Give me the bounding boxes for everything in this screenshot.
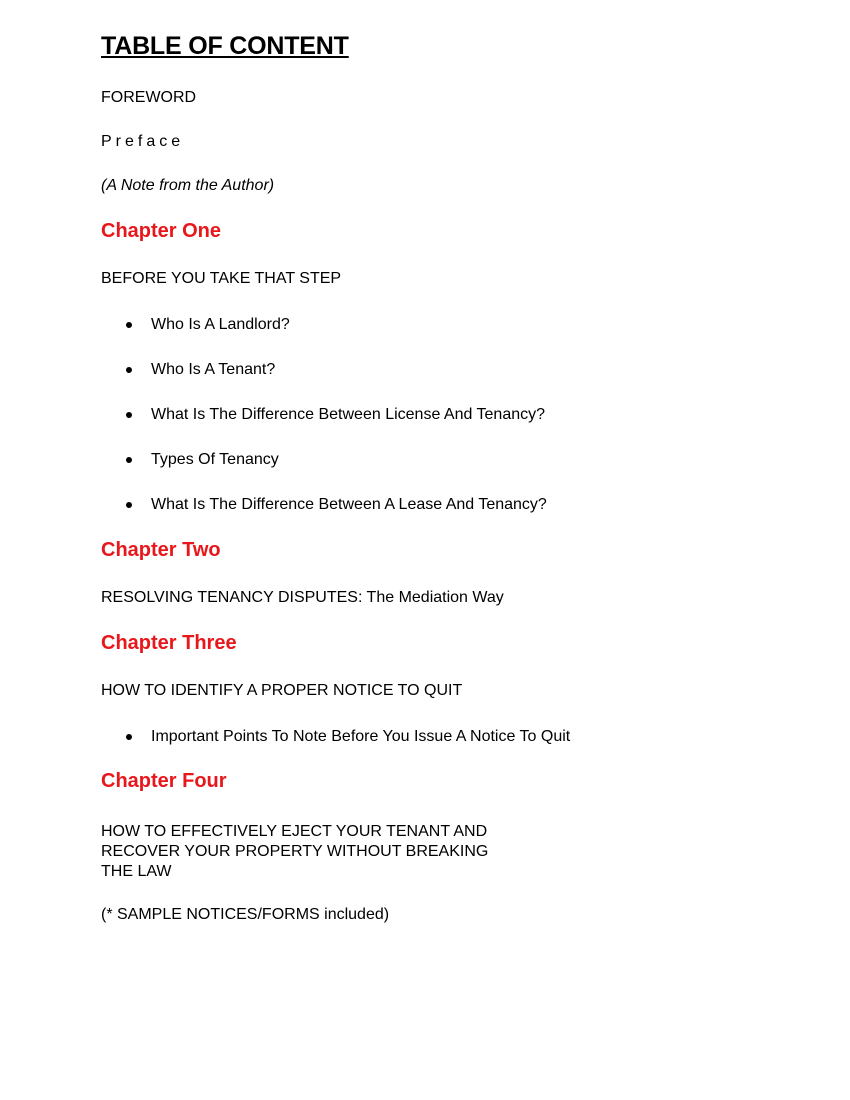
- chapter-three-heading: Chapter Three: [101, 632, 237, 654]
- chapter-one-heading: Chapter One: [101, 220, 222, 242]
- chapter-three-subtitle: HOW TO IDENTIFY A PROPER NOTICE TO QUIT: [101, 682, 463, 699]
- bullet-icon: [126, 734, 132, 740]
- toc-entry-preface: Preface: [101, 133, 185, 150]
- toc-entry-foreword: FOREWORD: [101, 89, 197, 106]
- list-item-label: Who Is A Landlord?: [151, 316, 290, 333]
- list-item-label: What Is The Difference Between License And Tenancy?: [151, 406, 546, 423]
- chapter-two-subtitle: RESOLVING TENANCY DISPUTES: The Mediation Way: [101, 589, 504, 606]
- chapter-one-subtitle: BEFORE YOU TAKE THAT STEP: [101, 270, 342, 287]
- bullet-icon: [126, 457, 132, 463]
- bullet-icon: [126, 322, 132, 328]
- bullet-icon: [126, 412, 132, 418]
- toc-entry-author-note: (A Note from the Author): [101, 177, 275, 194]
- list-item-label: Who Is A Tenant?: [151, 361, 276, 378]
- chapter-four-subtitle: HOW TO EFFECTIVELY EJECT YOUR TENANT AND RECOVER YOUR PROPERTY WITHOUT BREAKING THE LAW: [101, 823, 489, 880]
- chapter-four-heading: Chapter Four: [101, 770, 227, 792]
- list-item-label: What Is The Difference Between A Lease And Tenancy?: [151, 496, 547, 513]
- bullet-icon: [126, 367, 132, 373]
- list-item-label: Types Of Tenancy: [151, 451, 279, 468]
- bullet-icon: [126, 502, 132, 508]
- chapter-two-heading: Chapter Two: [101, 539, 221, 561]
- page-title: TABLE OF CONTENT: [101, 32, 349, 60]
- chapter-four-note: (* SAMPLE NOTICES/FORMS included): [101, 906, 390, 923]
- list-item-label: Important Points To Note Before You Issue A Notice To Quit: [151, 728, 571, 745]
